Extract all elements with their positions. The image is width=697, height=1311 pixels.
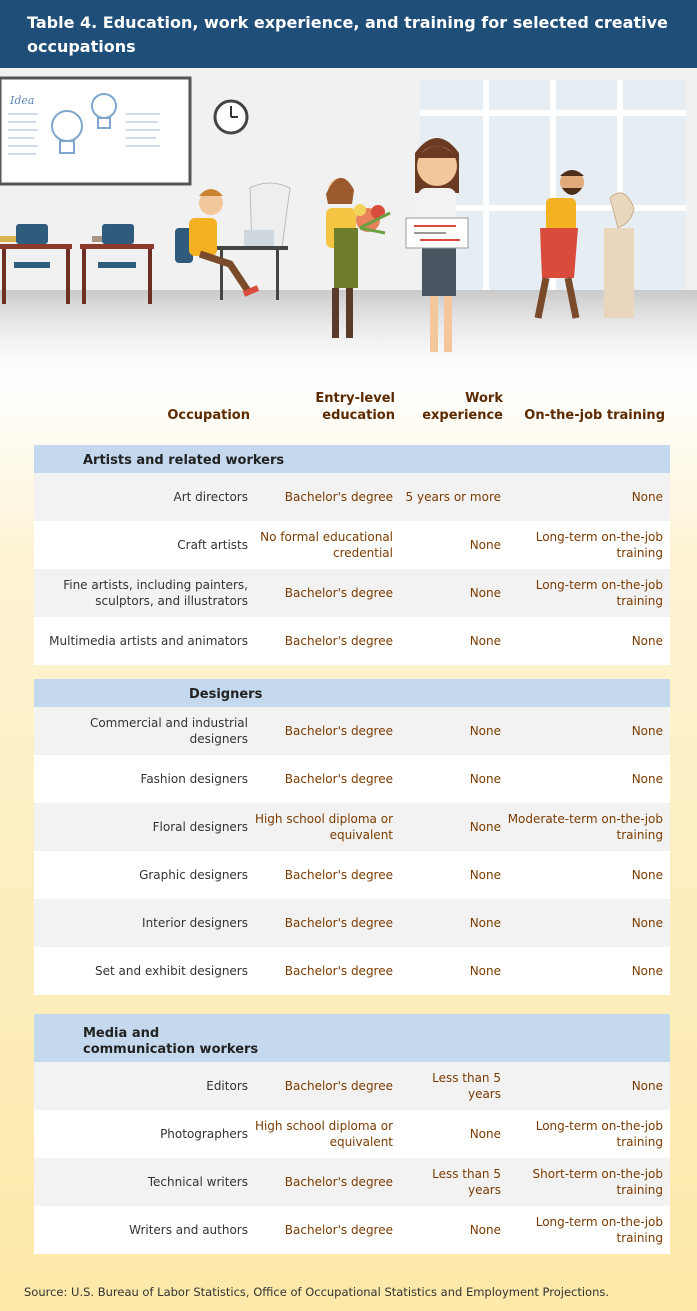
cell-education: Bachelor's degree: [284, 964, 393, 978]
cell-education: Bachelor's degree: [284, 490, 393, 504]
cell-experience: None: [469, 772, 501, 786]
cell-education: Bachelor's degree: [284, 586, 393, 600]
cell-occupation: Editors: [206, 1079, 248, 1093]
whiteboard: [0, 78, 190, 184]
cell-education: High school diploma or equivalent: [254, 1119, 393, 1149]
cell-education: No formal educational credential: [260, 530, 393, 560]
cell-training: None: [631, 724, 663, 738]
clock-icon: [215, 101, 247, 133]
cell-experience: None: [469, 724, 501, 738]
table-row: [34, 521, 670, 569]
cell-training: Moderate-term on-the-job training: [507, 812, 663, 842]
table-row: [34, 1110, 670, 1158]
cell-training: Long-term on-the-job training: [535, 578, 663, 608]
cell-training: None: [631, 634, 663, 648]
section-media: [34, 1014, 670, 1254]
cell-education: Bachelor's degree: [284, 1223, 393, 1237]
table-row: [34, 569, 670, 617]
cell-training: Long-term on-the-job training: [535, 1215, 663, 1245]
table-row: [34, 899, 670, 947]
cell-education: Bachelor's degree: [284, 1079, 393, 1093]
section-header: [34, 1014, 670, 1062]
page-title: Table 4. Education, work experience, and training for selected creative occupations: [0, 0, 697, 68]
cell-training: Long-term on-the-job training: [535, 1119, 663, 1149]
column-header-training: On-the-job training: [524, 408, 665, 423]
table-row: [34, 617, 670, 665]
cell-occupation: Craft artists: [177, 538, 248, 552]
cell-occupation: Writers and authors: [129, 1223, 248, 1237]
table-row: [34, 947, 670, 995]
section-designers: [34, 679, 670, 995]
cell-experience: Less than 5 years: [432, 1071, 501, 1101]
cell-training: None: [631, 490, 663, 504]
table-row: [34, 803, 670, 851]
cell-occupation: Commercial and industrial designers: [89, 716, 248, 746]
cell-education: Bachelor's degree: [284, 724, 393, 738]
cell-training: Short-term on-the-job training: [532, 1167, 663, 1197]
table-row: [34, 851, 670, 899]
cell-training: None: [631, 964, 663, 978]
cell-experience: None: [469, 634, 501, 648]
office-illustration: [0, 68, 697, 388]
cell-occupation: Fine artists, including painters, sculptors, and illustrators: [63, 578, 248, 608]
source-note: Source: U.S. Bureau of Labor Statistics, Office of Occupational Statistics and Employment Projections.: [24, 1285, 610, 1299]
cell-occupation: Art directors: [173, 490, 248, 504]
cell-experience: None: [469, 964, 501, 978]
cell-experience: None: [469, 1127, 501, 1141]
table-row: [34, 755, 670, 803]
cell-occupation: Floral designers: [152, 820, 248, 834]
cell-education: Bachelor's degree: [284, 916, 393, 930]
cell-education: Bachelor's degree: [284, 634, 393, 648]
cell-experience: 5 years or more: [405, 490, 501, 504]
cell-education: Bachelor's degree: [284, 1175, 393, 1189]
cell-training: None: [631, 1079, 663, 1093]
table-row: [34, 707, 670, 755]
cell-occupation: Technical writers: [147, 1175, 248, 1189]
section-artists: [34, 445, 670, 665]
board-text: Idea: [10, 94, 35, 107]
cell-education: Bachelor's degree: [284, 772, 393, 786]
cell-occupation: Fashion designers: [140, 772, 248, 786]
cell-experience: None: [469, 916, 501, 930]
cell-experience: None: [469, 1223, 501, 1237]
section-header: Designers: [34, 679, 670, 707]
cell-occupation: Interior designers: [142, 916, 248, 930]
table-row: [34, 1206, 670, 1254]
section-header: Artists and related workers: [34, 445, 670, 473]
cell-occupation: Multimedia artists and animators: [49, 634, 248, 648]
column-header-occupation: Occupation: [167, 408, 250, 423]
cell-experience: None: [469, 586, 501, 600]
table-row: [34, 1158, 670, 1206]
cell-training: None: [631, 772, 663, 786]
cell-training: Long-term on-the-job training: [535, 530, 663, 560]
table-row: [34, 1062, 670, 1110]
cell-experience: None: [469, 538, 501, 552]
cell-occupation: Set and exhibit designers: [95, 964, 248, 978]
cell-experience: None: [469, 820, 501, 834]
cell-training: None: [631, 916, 663, 930]
cell-training: None: [631, 868, 663, 882]
table-row: [34, 473, 670, 521]
section-header-label: Media and communication workers: [83, 1026, 259, 1057]
cell-occupation: Graphic designers: [139, 868, 248, 882]
cell-experience: None: [469, 868, 501, 882]
column-header-experience: Work experience: [422, 391, 503, 423]
cell-experience: Less than 5 years: [432, 1167, 501, 1197]
cell-education: Bachelor's degree: [284, 868, 393, 882]
cell-occupation: Photographers: [160, 1127, 248, 1141]
column-header-education: Entry-level education: [315, 391, 395, 423]
cell-education: High school diploma or equivalent: [254, 812, 393, 842]
